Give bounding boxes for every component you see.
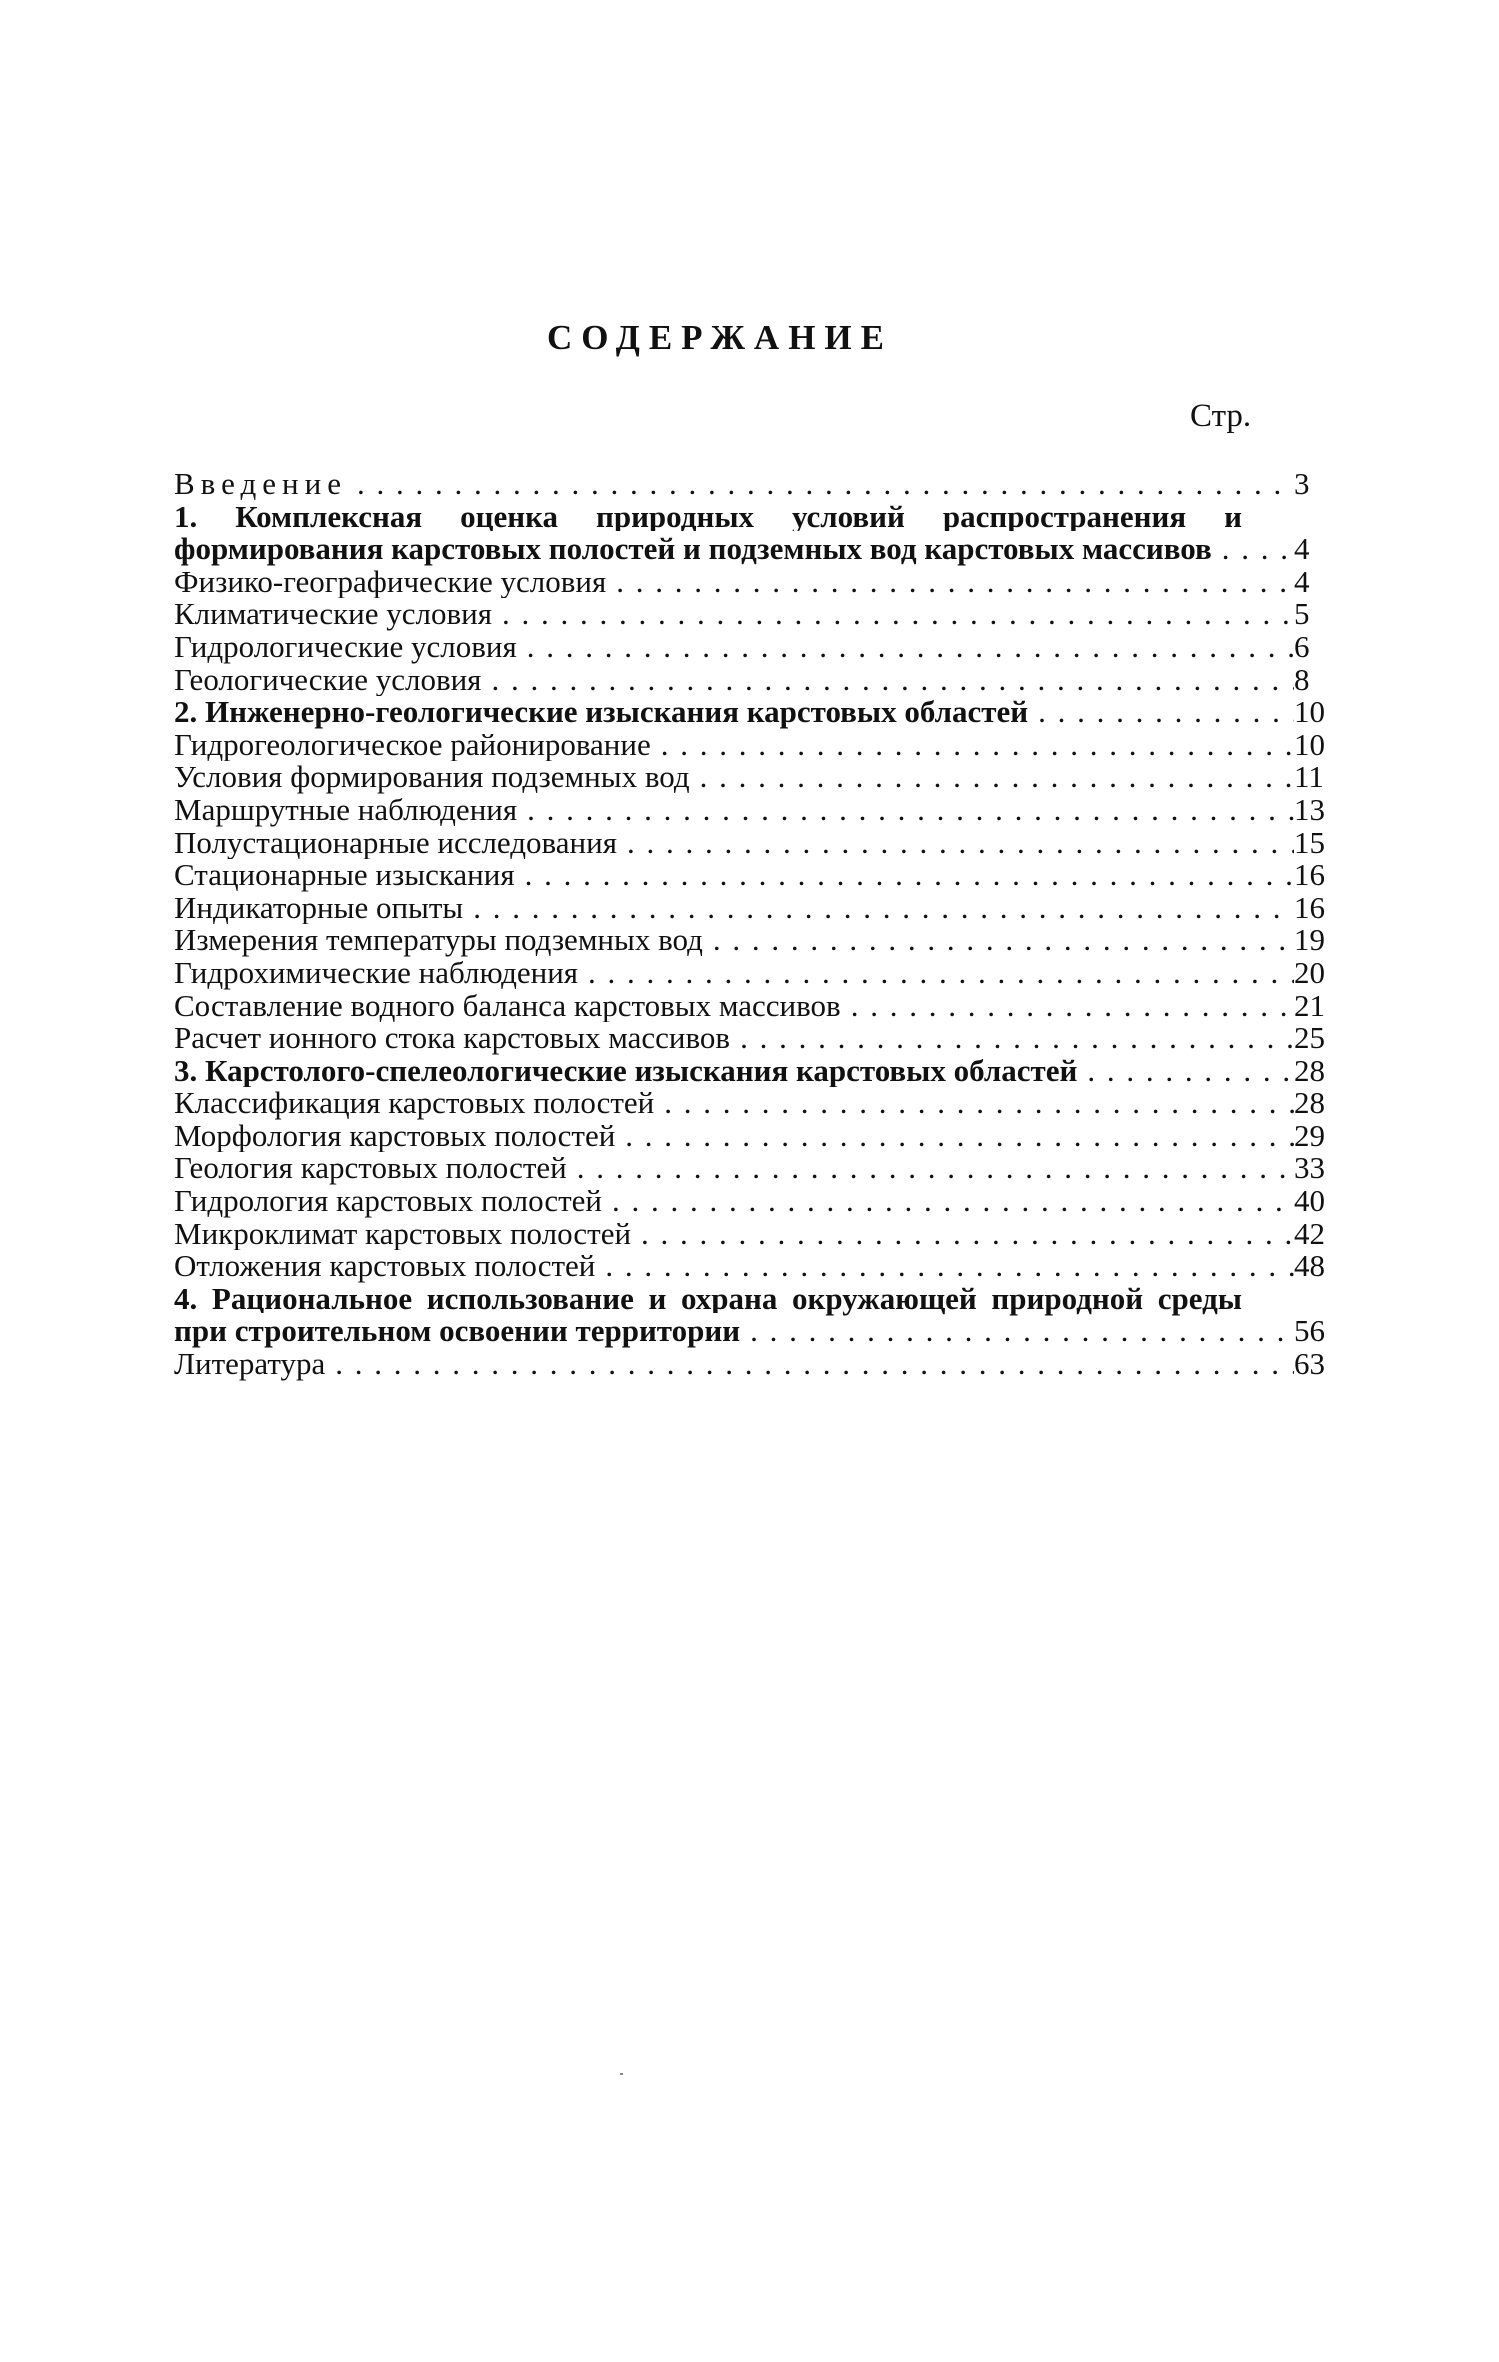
toc-entry xyxy=(174,1185,1340,1218)
toc-entry xyxy=(174,954,1340,990)
toc-entry-text: Стационарные изыскания . . . xyxy=(174,859,1294,892)
toc-entry-text: Климатические условия . . . xyxy=(174,598,1294,631)
toc-entry xyxy=(174,661,1340,697)
toc-entry xyxy=(174,628,1340,664)
toc-entry xyxy=(174,824,1340,860)
toc-section-2 xyxy=(174,696,1340,729)
toc-entry-page: 16 xyxy=(1294,889,1325,925)
toc-entry-text: Гидрогеологическое районирование . . . xyxy=(174,729,1294,762)
toc-entry-text: Отложения карстовых полостей . . . xyxy=(174,1250,1294,1283)
toc-entry xyxy=(174,726,1340,762)
toc-entry-page: 4 xyxy=(1294,531,1310,567)
toc-entry-page: 11 xyxy=(1294,759,1324,795)
toc-entry-page: 25 xyxy=(1294,1020,1325,1056)
toc-entry-text: Введение . . . xyxy=(174,468,1294,501)
toc-entry-literature xyxy=(174,1348,1340,1381)
toc-entry-page: 16 xyxy=(1294,857,1325,893)
toc-entry xyxy=(174,1215,1340,1251)
toc-section-4 xyxy=(174,1283,1340,1348)
toc-entry-text: 2. Инженерно-геологические изыскания карстовых областей . . . xyxy=(174,696,1294,729)
toc-entry xyxy=(174,1022,1340,1055)
toc-entry-page: 42 xyxy=(1294,1215,1325,1251)
toc-entry-text: Геология карстовых полостей . . . xyxy=(174,1152,1294,1185)
toc-entry-text: Классификация карстовых полостей . . . xyxy=(174,1087,1294,1120)
toc-entry-text: 3. Карстолого-спелеологические изыскания карстовых областей . . . xyxy=(174,1055,1294,1088)
table-of-contents xyxy=(174,468,1340,1381)
toc-entry xyxy=(174,1117,1340,1153)
toc-entry-page: 21 xyxy=(1294,987,1325,1023)
toc-entry-page: 19 xyxy=(1294,922,1325,958)
toc-entry-page: 48 xyxy=(1294,1248,1325,1284)
toc-entry-text: Расчет ионного стока карстовых массивов . . . xyxy=(174,1022,1294,1055)
toc-entry-page: 10 xyxy=(1294,694,1325,730)
toc-entry-page: 63 xyxy=(1294,1346,1325,1382)
toc-entry xyxy=(174,889,1340,925)
toc-entry xyxy=(174,987,1340,1023)
toc-entry-text: Полустационарные исследования . . . xyxy=(174,827,1294,860)
toc-entry-introduction xyxy=(174,468,1340,501)
toc-entry-page: 29 xyxy=(1294,1117,1325,1153)
toc-entry-text: Физико-географические условия . . . xyxy=(174,566,1294,599)
toc-entry-page: 40 xyxy=(1294,1183,1325,1219)
toc-section-3 xyxy=(174,1052,1340,1088)
toc-entry-page: 28 xyxy=(1294,1052,1325,1088)
toc-entry xyxy=(174,859,1340,892)
toc-entry-text: Гидрология карстовых полостей . . . xyxy=(174,1185,1294,1218)
toc-entry-page: 10 xyxy=(1294,726,1325,762)
page-title: СОДЕРЖАНИЕ xyxy=(546,318,893,357)
toc-entry xyxy=(174,1152,1340,1185)
toc-entry-text: Маршрутные наблюдения . . . xyxy=(174,794,1294,827)
scan-speck xyxy=(620,2073,623,2075)
toc-entry-text: Гидрохимические наблюдения . . . xyxy=(174,957,1294,990)
toc-entry xyxy=(174,1087,1340,1120)
toc-entry-page: 8 xyxy=(1294,661,1310,697)
toc-entry-text: Индикаторные опыты . . . xyxy=(174,892,1294,925)
toc-entry-page: 33 xyxy=(1294,1150,1325,1186)
toc-entry-page: 13 xyxy=(1294,791,1325,827)
toc-entry-text: Морфология карстовых полостей . . . xyxy=(174,1120,1294,1153)
toc-entry-text: 4. Рациональное использование и охрана окружающей природной среды при строительном освоении территории . . . xyxy=(174,1283,1294,1348)
toc-entry-text: 1. Комплексная оценка природных условий распространения и формирования карстовых полостей и подземных вод карстовых массивов . . . xyxy=(174,501,1294,566)
toc-entry xyxy=(174,598,1340,631)
toc-entry xyxy=(174,563,1340,599)
toc-entry xyxy=(174,1250,1340,1283)
toc-entry-page: 56 xyxy=(1294,1313,1325,1349)
toc-entry-text: Гидрологические условия . . . xyxy=(174,631,1294,664)
toc-entry-text: Литература . . . xyxy=(174,1348,1294,1381)
toc-entry-page: 15 xyxy=(1294,824,1325,860)
toc-entry-text: Микроклимат карстовых полостей . . . xyxy=(174,1218,1294,1251)
toc-entry xyxy=(174,791,1340,827)
toc-section-1 xyxy=(174,501,1340,566)
toc-entry-text: Геологические условия . . . xyxy=(174,664,1294,697)
toc-entry-page: 4 xyxy=(1294,563,1310,599)
page-column-label: Стр. xyxy=(1190,398,1252,434)
toc-entry-text: Составление водного баланса карстовых массивов . . . xyxy=(174,990,1294,1023)
toc-entry-page: 5 xyxy=(1294,596,1310,632)
toc-entry xyxy=(174,924,1340,957)
toc-entry-text: Условия формирования подземных вод . . . xyxy=(174,761,1294,794)
toc-entry-page: 20 xyxy=(1294,954,1325,990)
toc-entry-page: 6 xyxy=(1294,628,1310,664)
toc-entry-page: 3 xyxy=(1294,466,1310,501)
toc-entry-page: 28 xyxy=(1294,1085,1325,1121)
toc-entry xyxy=(174,761,1340,794)
toc-entry-text: Измерения температуры подземных вод . . . xyxy=(174,924,1294,957)
